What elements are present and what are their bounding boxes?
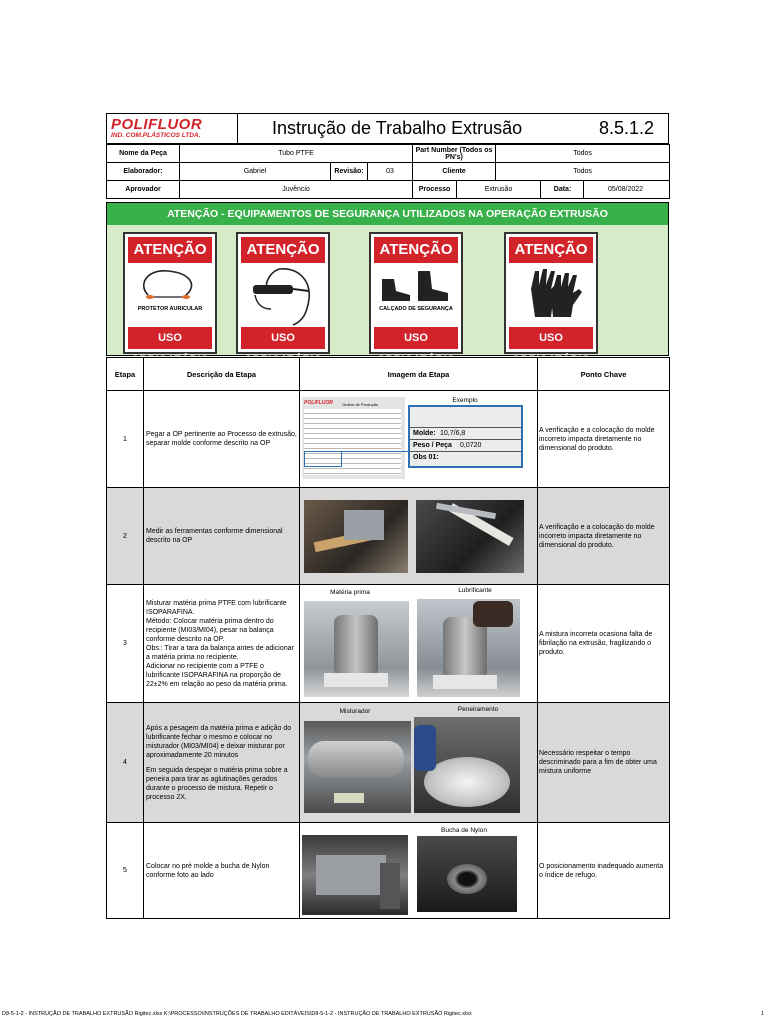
- data-label: Data:: [543, 181, 584, 198]
- ppe-sign-safety-glasses: [236, 232, 330, 366]
- col-descricao: Descrição da Etapa: [144, 358, 300, 391]
- logo-sub-text: IND. COM.PLÁSTICOS LTDA.: [111, 132, 201, 139]
- sign-top-text: ATENÇÃO: [128, 237, 212, 263]
- col-ponto-chave: Ponto Chave: [538, 358, 670, 391]
- nome-peca-value: Tubo PTFE: [180, 145, 413, 163]
- sign-bottom-text: USO OBRIGATÓRIO: [374, 327, 458, 349]
- op-document-photo: [302, 397, 405, 479]
- processo-value: Extrusão: [457, 181, 541, 199]
- step-row-4: [107, 703, 670, 823]
- step-image-cell: [300, 585, 538, 703]
- sign-caption: CALÇADO DE SEGURANÇA: [379, 306, 453, 312]
- image-label: Exemplo: [452, 397, 478, 404]
- sign-top-text: ATENÇÃO: [374, 237, 458, 263]
- step-image-cell: [300, 703, 538, 823]
- sign-bottom-text: USO OBRIGATÓRIO: [128, 327, 212, 349]
- op-photo-title: Ordem de Produção: [342, 402, 379, 407]
- step-number: 1: [107, 391, 144, 488]
- step-description-line: Método: Colocar matéria prima dentro do recipiente (MI03/MI04), pesar na balança conforme descrito na OP.: [146, 617, 274, 643]
- footer-file-path: D8-5-1-2 - INSTRUÇÃO DE TRABALHO EXTRUSÃO Rigitec.xlsx K:\PROCESSO\INSTRUÇÕES DE TRABALHO EDITÁVEIS\D8-5-1-2 - INSTRUÇÃO DE TRABALHO EXTRUSÃO Rigitec.xlsx: [2, 1011, 472, 1017]
- step-description-line: Após a pesagem da matéria prima e adição do lubrificante fechar o mesmo e colocar no misturador (MI03/MI04) e deixar misturar por aproximadamente 20 minutos: [146, 724, 292, 759]
- lubricant-photo: [417, 599, 520, 697]
- safety-glasses-icon: [241, 265, 325, 327]
- processo-label: Processo: [413, 181, 457, 199]
- step-row-1: [107, 391, 670, 488]
- step-key-point: O posicionamento inadequado aumenta o índice de refugo.: [538, 823, 670, 919]
- cliente-value: Todos: [496, 163, 670, 181]
- step-description: [144, 585, 300, 703]
- step-image-cell: [300, 488, 538, 585]
- step-key-point: Necessário respeitar o tempo descriminado para a fim de obter uma mistura uniforme: [538, 703, 670, 823]
- sieving-photo: [414, 717, 520, 813]
- data-value: 05/08/2022: [608, 186, 644, 193]
- image-label: Misturador: [339, 708, 371, 715]
- sign-bottom-text: USO OBRIGATÓRIO: [509, 327, 593, 349]
- caliper-photo-2: [416, 500, 524, 573]
- step-description-line: Em seguida despejar o matéria prima sobre a peneira para tirar as aglutinações gerados durante o processo de mistura. Repetir o processo 2X.: [146, 766, 288, 801]
- op-photo-company: POLIFLUOR: [304, 400, 333, 406]
- molde-label: Molde:: [413, 430, 436, 437]
- revisao-value: 03: [368, 163, 413, 181]
- step-number: 3: [107, 585, 144, 703]
- image-label: Lubrificante: [458, 587, 492, 594]
- step-key-point: A mistura incorreta ocasiona falta de fibrilação na extrusão, fragilizando o produto.: [538, 585, 670, 703]
- company-logo: [109, 116, 234, 142]
- image-label: Matéria prima: [330, 589, 370, 596]
- col-etapa: Etapa: [107, 358, 144, 391]
- step-number: 2: [107, 488, 144, 585]
- document-code: 8.5.1.2: [599, 118, 655, 138]
- revisao-label: Revisão:: [331, 163, 368, 181]
- image-label: Peneiramento: [457, 706, 499, 713]
- document-info-table: [106, 144, 670, 199]
- caliper-photo-1: [304, 500, 408, 573]
- sign-caption: PROTETOR AURICULAR: [137, 306, 203, 312]
- step-row-5: [107, 823, 670, 919]
- steps-table: [106, 357, 670, 919]
- ppe-sign-gloves: [504, 232, 598, 366]
- step-description-line: Adicionar no recipiente com a PTFE o lubrificante ISOPARAFINA na proporção de 22±2% em relação ao peso da matéria prima.: [146, 662, 288, 688]
- ppe-attention-panel: [106, 202, 669, 366]
- aprovador-label: Aprovador: [107, 181, 180, 199]
- step-row-2: [107, 488, 670, 585]
- safety-boots-icon: [374, 265, 458, 327]
- col-imagem: Imagem da Etapa: [300, 358, 538, 391]
- logo-main-text: POLIFLUOR: [111, 116, 203, 133]
- step-key-point: A verificação e a colocação do molde incorreto impacta diretamente no dimensional do produto.: [538, 488, 670, 585]
- part-number-label: Part Number (Todos os PN's): [413, 145, 496, 163]
- ppe-attention-title: ATENÇÃO - EQUIPAMENTOS DE SEGURANÇA UTILIZADOS NA OPERAÇÃO EXTRUSÃO: [107, 203, 668, 225]
- obs-label: Obs 01:: [413, 454, 439, 461]
- pre-mold-photo: [302, 835, 408, 915]
- step-number: 5: [107, 823, 144, 919]
- title-divider: [237, 114, 238, 143]
- nome-peca-label: Nome da Peça: [107, 145, 180, 163]
- page-footer: [2, 1011, 766, 1017]
- image-label: Bucha de Nylon: [441, 827, 487, 834]
- raw-material-photo: [304, 601, 409, 697]
- ear-protector-icon: [128, 265, 212, 327]
- data-cell: [541, 181, 670, 199]
- step-description: Colocar no pré molde a bucha de Nylon conforme foto ao lado: [144, 823, 300, 919]
- step-description-line: Misturar matéria prima PTFE com lubrificante ISOPARAFINA.: [146, 599, 287, 616]
- document-title: Instrução de Trabalho Extrusão: [272, 118, 523, 138]
- page-number: 1: [760, 1011, 764, 1017]
- step-description: [144, 703, 300, 823]
- molde-value: 10,7/6,8: [440, 430, 466, 437]
- step-number: 4: [107, 703, 144, 823]
- step-image-cell: [300, 391, 538, 488]
- ppe-sign-safety-boots: [369, 232, 463, 366]
- step-description-line: Obs.: Tirar a tara da balança antes de adicionar a matéria prima no recipiente.: [146, 644, 294, 661]
- nylon-bushing-photo: [417, 836, 517, 912]
- step-row-3: [107, 585, 670, 703]
- step-description: Medir as ferramentas conforme dimensional descrito na OP: [144, 488, 300, 585]
- step-image-cell: [300, 823, 538, 919]
- elaborador-label: Elaborador:: [107, 163, 180, 181]
- cliente-label: Cliente: [413, 163, 496, 181]
- step-description: Pegar a OP pertinente ao Processo de extrusão, separar molde conforme descrito na OP: [144, 391, 300, 488]
- sign-top-text: ATENÇÃO: [241, 237, 325, 263]
- peso-label: Peso / Peça: [413, 442, 452, 449]
- peso-value: 0,0720: [460, 442, 482, 449]
- gloves-icon: [509, 265, 593, 327]
- sign-bottom-text: USO OBRIGATÓRIO: [241, 327, 325, 349]
- elaborador-value: Gabriel: [180, 163, 331, 181]
- mixer-photo: [304, 721, 411, 813]
- sign-top-text: ATENÇÃO: [509, 237, 593, 263]
- op-detail-zoom: [408, 405, 523, 468]
- ppe-sign-ear-protector: [123, 232, 217, 366]
- part-number-value: Todos: [496, 145, 670, 163]
- aprovador-value: Juvêncio: [180, 181, 413, 199]
- step-key-point: A verificação e a colocação do molde incorreto impacta diretamente no dimensional do produto.: [538, 391, 670, 488]
- document-title-bar: [106, 113, 669, 144]
